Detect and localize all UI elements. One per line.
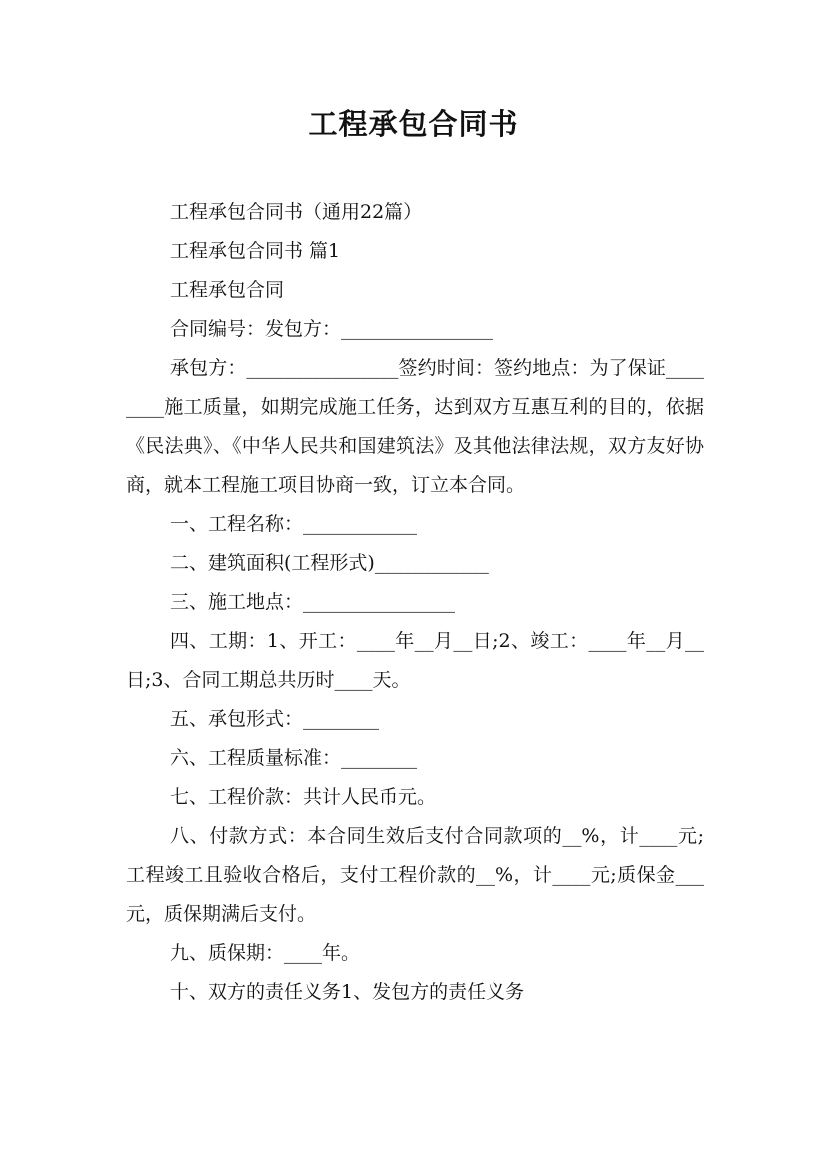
paragraph-chapter-heading: 工程承包合同书 篇1 — [170, 240, 341, 262]
paragraph-preamble: 承包方：________________签约时间：签约地点：为了保证________施工质量，如期完成施工任务，达到双方互惠互利的目的，依据《民法典》、《中华人民共和国建筑法》及其他法律法规，双方友好协商，就本工程施工项目协商一致，订立本合同。 — [126, 357, 704, 496]
paragraph-contract-number: 合同编号：发包方：________________ — [170, 318, 494, 340]
paragraph-clause-6-quality-standard: 六、工程质量标准：________ — [170, 747, 418, 769]
paragraph-clause-5-contract-form: 五、承包形式：________ — [170, 708, 380, 730]
document-title: 工程承包合同书 — [308, 107, 519, 141]
paragraph-clause-1-project-name: 一、工程名称：____________ — [170, 513, 418, 535]
paragraph-clause-3-site: 三、施工地点：________________ — [170, 591, 456, 613]
paragraph-clause-2-building-area: 二、建筑面积(工程形式)____________ — [170, 552, 489, 574]
paragraph-contract-heading: 工程承包合同 — [170, 279, 285, 301]
paragraph-collection-title: 工程承包合同书（通用22篇） — [170, 201, 423, 223]
paragraph-clause-10-obligations: 十、双方的责任义务1、发包方的责任义务 — [170, 981, 525, 1003]
paragraph-clause-9-warranty: 九、质保期：____年。 — [170, 942, 361, 964]
paragraph-clause-7-price: 七、工程价款：共计人民币元。 — [170, 786, 437, 808]
document-body — [126, 193, 704, 1012]
paragraph-clause-4-schedule: 四、工期：1、开工：____年__月__日;2、竣工：____年__月__日;3、合同工期总共历时____天。 — [126, 630, 704, 691]
paragraph-clause-8-payment: 八、付款方式：本合同生效后支付合同款项的__%，计____元;工程竣工且验收合格后，支付工程价款的__%，计____元;质保金___元，质保期满后支付。 — [126, 825, 704, 925]
